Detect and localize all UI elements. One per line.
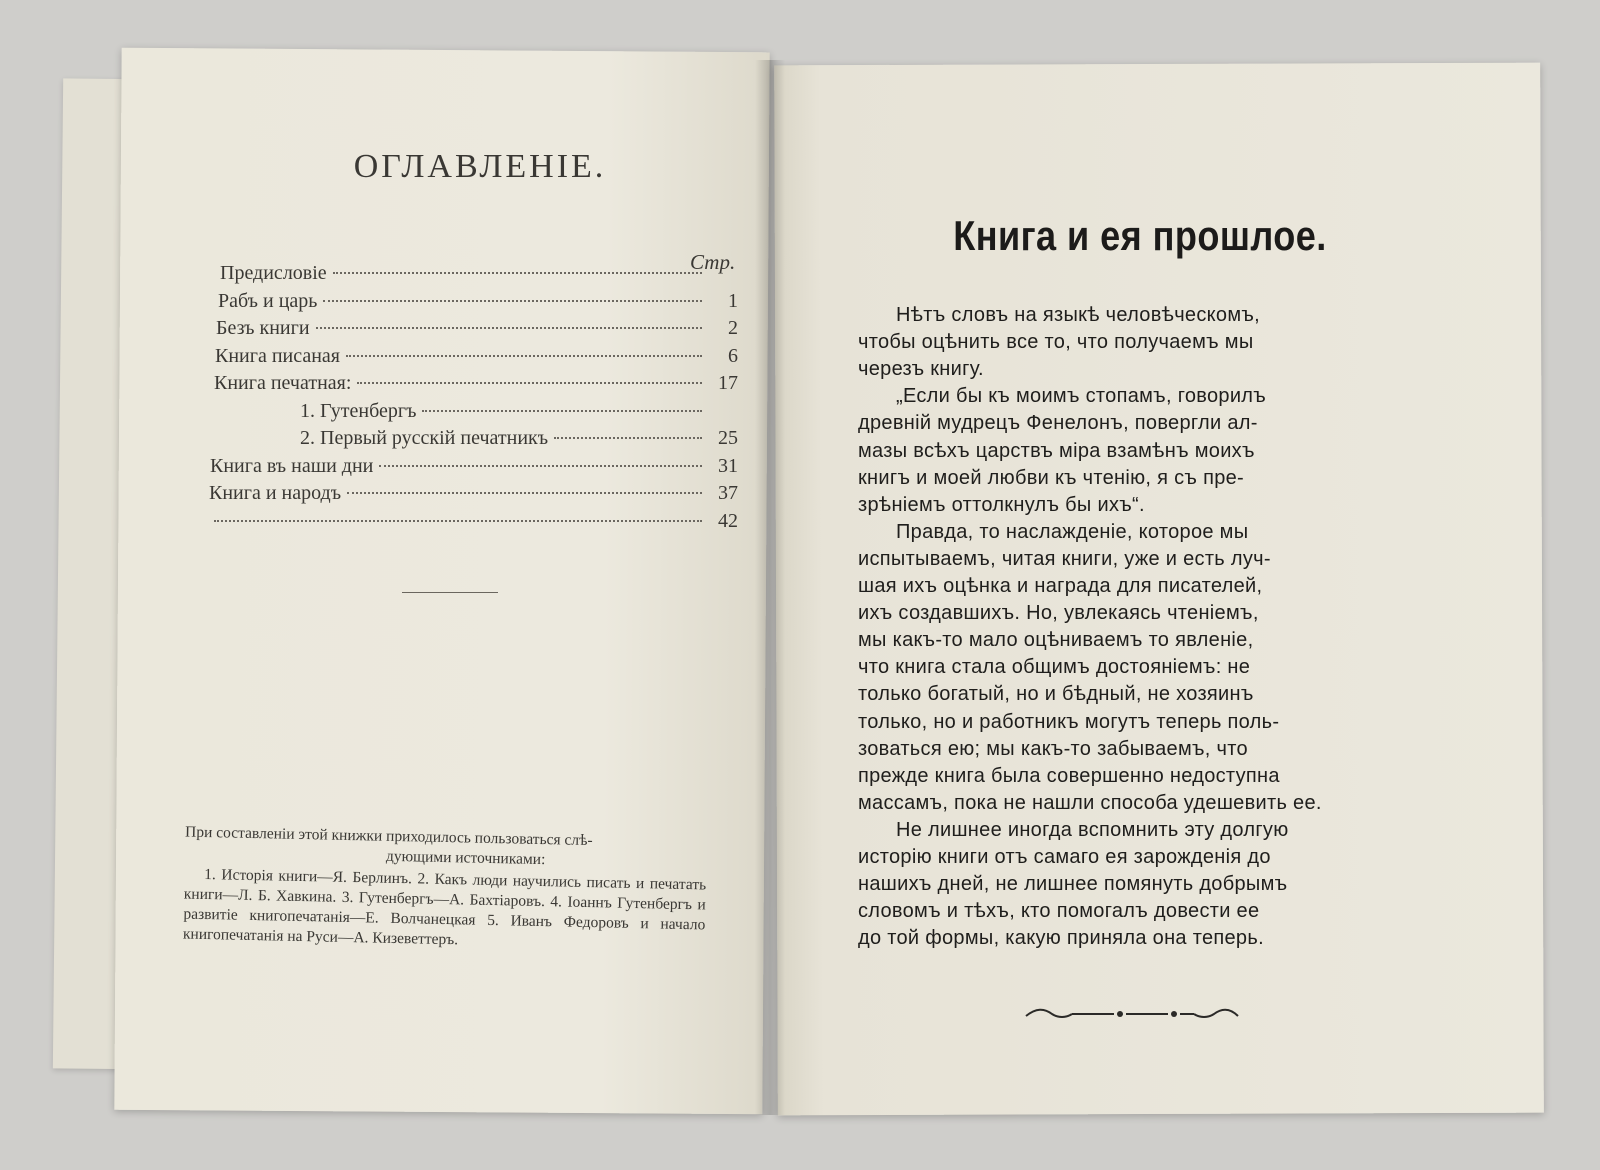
toc-entry-page: 1 — [728, 290, 738, 312]
body-line: зрѣніемъ оттолкнулъ бы ихъ“. — [858, 493, 1145, 516]
toc-entry-title: Безъ книги — [216, 317, 310, 339]
body-line: „Если бы къ моимъ стопамъ, говорилъ — [896, 385, 1267, 408]
body-line: что книга стала общимъ достояніемъ: не — [858, 656, 1251, 679]
sources-note — [183, 823, 707, 956]
body-line: Правда, то наслажденіе, которое мы — [896, 520, 1249, 543]
toc-entry — [216, 315, 738, 341]
body-line: массамъ, пока не нашли способа удешевить ее. — [858, 791, 1322, 814]
toc-entry-page: 2 — [728, 317, 738, 339]
toc-entry — [215, 343, 738, 369]
toc-entry-title: Рабъ и царь — [218, 290, 318, 312]
toc-leader-dots — [323, 300, 702, 302]
body-line: мы какъ-то мало оцѣниваемъ то явленіе, — [858, 629, 1254, 652]
body-line: ихъ создавшихъ. Но, увлекаясь чтеніемъ, — [858, 602, 1259, 625]
body-line: Не лишнее иногда вспомнить эту долгую — [896, 818, 1289, 841]
toc-entry — [210, 453, 738, 479]
toc-leader-dots — [346, 355, 702, 357]
toc-leader-dots — [554, 437, 702, 439]
toc-entry — [209, 480, 738, 506]
toc-entry-page: 6 — [728, 345, 738, 367]
toc-entry-page: 17 — [718, 372, 738, 394]
body-line: прежде книга была совершенно недоступна — [858, 764, 1280, 787]
body-line: только богатый, но и бѣдный, не хозяинъ — [858, 683, 1254, 706]
body-line: черезъ книгу. — [858, 358, 984, 381]
toc-entry-title: Книга въ наши дни — [210, 455, 374, 477]
toc-entry-title: Предисловіе — [220, 262, 327, 284]
toc-leader-dots — [316, 327, 702, 329]
body-line: книгъ и моей любви къ чтенію, я съ пре- — [858, 466, 1245, 489]
body-line: чтобы оцѣнить все то, что получаемъ мы — [858, 331, 1254, 354]
toc-leader-dots — [347, 492, 702, 494]
sources-lead: При составленіи этой книжки приходилось пользоваться слѣ- — [184, 823, 593, 850]
toc-entry — [218, 288, 738, 314]
toc-entry — [220, 260, 738, 286]
toc-divider — [402, 592, 498, 593]
body-line: исторію книги отъ самаго ея зарожденія до — [858, 846, 1271, 868]
chapter-title: Книга и ея прошлое. — [953, 212, 1327, 259]
toc-entry-title: 2. Первый русскій печатникъ — [300, 427, 549, 449]
toc-entry — [214, 370, 738, 396]
toc-entry-page: 37 — [718, 482, 738, 504]
body-line: древній мудрецъ Фенелонъ, повергли ал- — [858, 412, 1258, 435]
toc-entry — [260, 398, 738, 424]
toc-entry-page: 42 — [718, 510, 738, 532]
body-line: мазы всѣхъ царствъ міра взамѣнъ моихъ — [858, 439, 1255, 462]
toc-title: ОГЛАВЛЕНІЕ. — [353, 148, 607, 185]
body-line: только, но и работникъ могутъ теперь поль- — [858, 710, 1280, 733]
toc-entry-title: Книга писаная — [215, 345, 341, 367]
toc-entry-title: 1. Гутенбергъ — [300, 400, 417, 422]
body-line: до той формы, какую приняла она теперь. — [858, 927, 1264, 950]
body-line: испытываемъ, читая книги, уже и есть луч- — [858, 547, 1271, 570]
toc-leader-dots — [357, 382, 702, 384]
toc-leader-dots — [422, 410, 702, 412]
sources-list: 1. Исторія книги—Я. Берлинъ. 2. Какъ люди научились писать и печатать книги—Л. Б. Хавкина. 3. Гутенбергъ—А. Бахтіаровъ. 4. Іоаннъ Гутенбергъ и развитіе книгопечатанія—Е. Волчанецкая 5. Иванъ Федоровъ и начало книгопечатанія на Руси—А. Кизеветтеръ. — [182, 865, 707, 949]
toc-leader-dots — [214, 520, 702, 522]
body-line: нашихъ дней, не лишнее помянуть добрымъ — [858, 873, 1288, 896]
toc-entry-title: Книга печатная: — [214, 372, 352, 394]
body-line: словомъ и тѣхъ, кто помогалъ довести ее — [858, 900, 1260, 923]
toc-entry-title: Книга и народъ — [209, 482, 342, 504]
body-line: Нѣтъ словъ на языкѣ человѣческомъ, — [896, 304, 1261, 326]
toc-entry — [260, 425, 738, 451]
toc-page-column-label: Стр. — [690, 250, 736, 274]
book-gutter — [755, 60, 785, 1115]
sources-lead-continued: дующими источниками: — [385, 847, 546, 869]
toc-entry-page: 31 — [718, 455, 738, 477]
ornament-divider — [1022, 1002, 1242, 1026]
body-line: шая ихъ оцѣнка и награда для писателей, — [858, 575, 1263, 597]
toc-entry — [208, 508, 738, 534]
toc-leader-dots — [379, 465, 702, 467]
toc-entry-page: 25 — [718, 427, 738, 449]
toc-leader-dots — [333, 272, 702, 274]
body-line: зоваться ею; мы какъ-то забываемъ, что — [858, 737, 1248, 760]
